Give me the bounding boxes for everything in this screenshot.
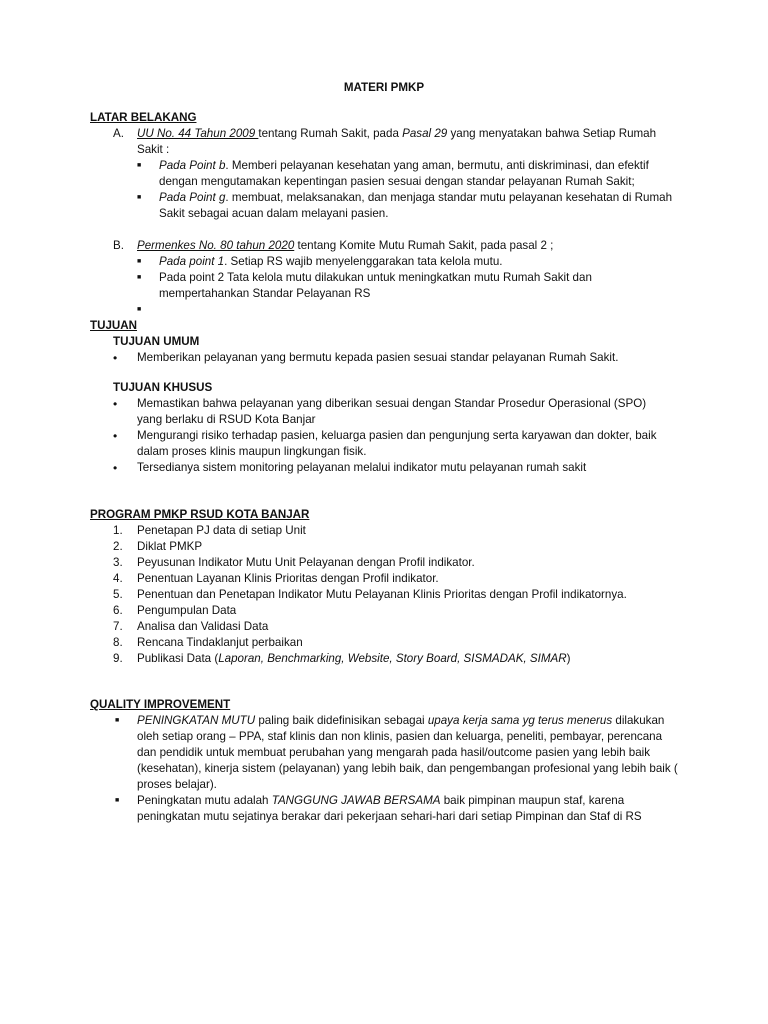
subheading-tujuan-khusus: TUJUAN KHUSUS	[113, 381, 213, 394]
item-a: A. UU No. 44 Tahun 2009 tentang Rumah Sakit, pada Pasal 29 yang menyatakan bahwa Setiap Rumah Sakit :	[113, 127, 657, 156]
list-item: ■ Pada point 2 Tata kelola mutu dilakukan untuk meningkatkan mutu Rumah Sakit dan mempertahankan Standar Pelayanan RS	[137, 271, 592, 300]
list-item: ■ PENINGKATAN MUTU paling baik didefinisikan sebagai upaya kerja sama yg terus menerus dilakukan oleh setiap orang – PPA, staf klinis dan non klinis, pasien dan keluarga, peneliti, pembayar, perencana dan pendidik untuk membuat perubahan yang mengarah pada hasil/outcome pasien yang lebih baik (kesehatan), kinerja sistem (pelayanan) yang lebih baik, dan pengembangan profesional yang lebih baik ( proses belajar).	[115, 714, 678, 791]
list-item: 1. Penetapan PJ data di setiap Unit	[113, 524, 306, 537]
tujuan-khusus-list	[113, 396, 673, 476]
list-item: 6. Pengumpulan Data	[113, 604, 237, 617]
list-item: ■ Peningkatan mutu adalah TANGGUNG JAWAB BERSAMA baik pimpinan maupun staf, karena peningkatan mutu sejatinya berakar dari pekerjaan sehari-hari dari setiap Pimpinan dan Staf di RS	[115, 794, 642, 823]
tujuan-umum-list	[113, 350, 683, 366]
subheading-tujuan-umum: TUJUAN UMUM	[113, 335, 200, 348]
item-a-points	[137, 158, 682, 222]
item-b-points	[137, 254, 682, 318]
list-item: ■ Pada Point b. Memberi pelayanan kesehatan yang aman, bermutu, anti diskriminasi, dan efektif dengan mengutamakan kepentingan pasien sesuai dengan standar pelayanan Rumah Sakit;	[137, 159, 649, 188]
item-b-marker: B.	[113, 239, 124, 252]
quality-list	[113, 713, 678, 825]
list-item: • Memberikan pelayanan yang bermutu kepada pasien sesuai standar pelayanan Rumah Sakit.	[113, 351, 619, 365]
list-item: 9. Publikasi Data (Laporan, Benchmarking, Website, Story Board, SISMADAK, SIMAR)	[113, 652, 571, 665]
section-heading-tujuan: TUJUAN	[90, 319, 138, 332]
item-b: B. Permenkes No. 80 tahun 2020 tentang Komite Mutu Rumah Sakit, pada pasal 2 ;	[113, 239, 554, 252]
list-item: 7. Analisa dan Validasi Data	[113, 620, 269, 633]
list-item: • Memastikan bahwa pelayanan yang diberikan sesuai dengan Standar Prosedur Operasional (SPO) yang berlaku di RSUD Kota Banjar	[113, 397, 647, 426]
list-item: ■ Pada point 1. Setiap RS wajib menyelenggarakan tata kelola mutu.	[137, 255, 503, 268]
permenkes-reference: Permenkes No. 80 tahun 2020	[137, 239, 295, 252]
section-heading-program: PROGRAM PMKP RSUD KOTA BANJAR	[90, 508, 310, 521]
list-item: ■	[137, 306, 142, 313]
item-a-marker: A.	[113, 127, 124, 140]
list-item: 4. Penentuan Layanan Klinis Prioritas dengan Profil indikator.	[113, 572, 439, 585]
list-item: • Tersedianya sistem monitoring pelayanan melalui indikator mutu pelayanan rumah sakit	[113, 461, 587, 475]
list-item: • Mengurangi risiko terhadap pasien, keluarga pasien dan pengunjung serta karyawan dan dokter, baik dalam proses klinis maupun lingkungan fisik.	[113, 429, 657, 458]
list-item: 8. Rencana Tindaklanjut perbaikan	[113, 636, 303, 649]
section-heading-latar-belakang: LATAR BELAKANG	[90, 111, 197, 124]
page-title: MATERI PMKP	[343, 81, 425, 94]
list-item: 3. Peyusunan Indikator Mutu Unit Pelayanan dengan Profil indikator.	[113, 556, 475, 569]
list-item: 2. Diklat PMKP	[113, 540, 203, 553]
list-item: ■ Pada Point g. membuat, melaksanakan, dan menjaga standar mutu pelayanan kesehatan di Rumah Sakit sebagai acuan dalam melayani pasien.	[137, 191, 673, 220]
list-item: 5. Penentuan dan Penetapan Indikator Mutu Pelayanan Klinis Prioritas dengan Profil indikatornya.	[113, 588, 627, 601]
program-list	[113, 523, 693, 667]
uu-reference: UU No. 44 Tahun 2009	[137, 127, 259, 140]
section-heading-quality: QUALITY IMPROVEMENT	[90, 698, 231, 711]
